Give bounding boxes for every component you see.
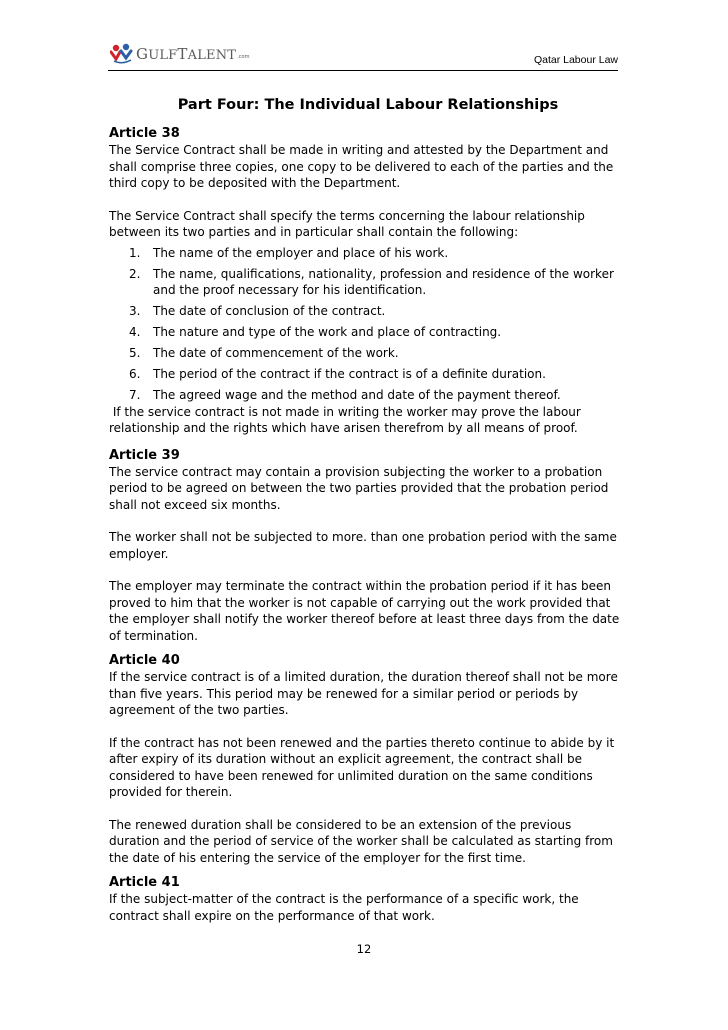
article-paragraph: The Service Contract shall specify the terms concerning the labour relationship between its two parties and in particular shall contain the following: — [109, 208, 585, 239]
page-content — [109, 95, 621, 924]
article-paragraph: If the subject-matter of the contract is the performance of a specific work, the contract shall expire on the performance of that work. — [109, 892, 579, 923]
logo-domain-suffix: .com — [237, 54, 250, 60]
page-number: 12 — [356, 942, 372, 956]
article-paragraph: The Service Contract shall be made in writing and attested by the Department and shall comprise three copies, one copy to be delivered to each of the parties and the third copy to be deposited with the Department. — [109, 143, 614, 190]
article-heading: Article 38 — [109, 126, 180, 141]
list-item: 7. The agreed wage and the method and date of the payment thereof. — [129, 388, 561, 402]
article-heading: Article 40 — [109, 653, 180, 668]
article-paragraph: The worker shall not be subjected to more. than one probation period with the same employer. — [109, 530, 617, 561]
article-heading: Article 41 — [109, 875, 180, 890]
list-item: 3. The date of conclusion of the contract. — [129, 304, 386, 318]
part-title: Part Four: The Individual Labour Relationships — [177, 97, 559, 113]
list-item: 6. The period of the contract if the contract is of a definite duration. — [129, 367, 546, 381]
gulftalent-logo-icon — [110, 42, 134, 64]
article-paragraph: The service contract may contain a provision subjecting the worker to a probation period to be agreed on between the two parties provided that the probation period shall not exceed six months. — [109, 464, 609, 512]
article-paragraph: If the service contract is of a limited duration, the duration thereof shall not be more than five years. This period may be renewed for a similar period or periods by agreement of the two parties. — [109, 670, 618, 717]
document-title: Qatar Labour Law — [533, 54, 618, 66]
list-item: 5. The date of commencement of the work. — [129, 346, 399, 360]
list-item: 4. The nature and type of the work and place of contracting. — [129, 325, 502, 339]
article-paragraph: The employer may terminate the contract within the probation period if it has been proved to him that the worker is not capable of carrying out the work provided that the employer shall notify the worker thereof before at least three days from the date of termination. — [109, 579, 620, 643]
logo-wordmark: GULFTALENT — [136, 45, 237, 63]
article-paragraph: If the service contract is not made in writing the worker may prove the labour relationship and the rights which have arisen therefrom by all means of proof. — [109, 404, 585, 435]
article-heading: Article 39 — [109, 447, 180, 463]
article-paragraph: If the contract has not been renewed and the parties thereto continue to abide by it after expiry of its duration without an explicit agreement, the contract shall be considered to have been renewed for unlimited duration on the same conditions provided for therein. — [109, 735, 615, 799]
article-paragraph: The renewed duration shall be considered to be an extension of the previous duration and the period of service of the worker shall be calculated as starting from the date of his entering the service of the employer for the first time. — [109, 817, 613, 865]
contract-terms-list — [109, 245, 621, 404]
list-item: 2. The name, qualifications, nationality, profession and residence of the worker and the proof necessary for his identification. — [129, 266, 614, 297]
gulftalent-logo — [110, 42, 249, 64]
list-item: 1. The name of the employer and place of his work. — [129, 245, 449, 260]
page-header — [108, 36, 618, 71]
